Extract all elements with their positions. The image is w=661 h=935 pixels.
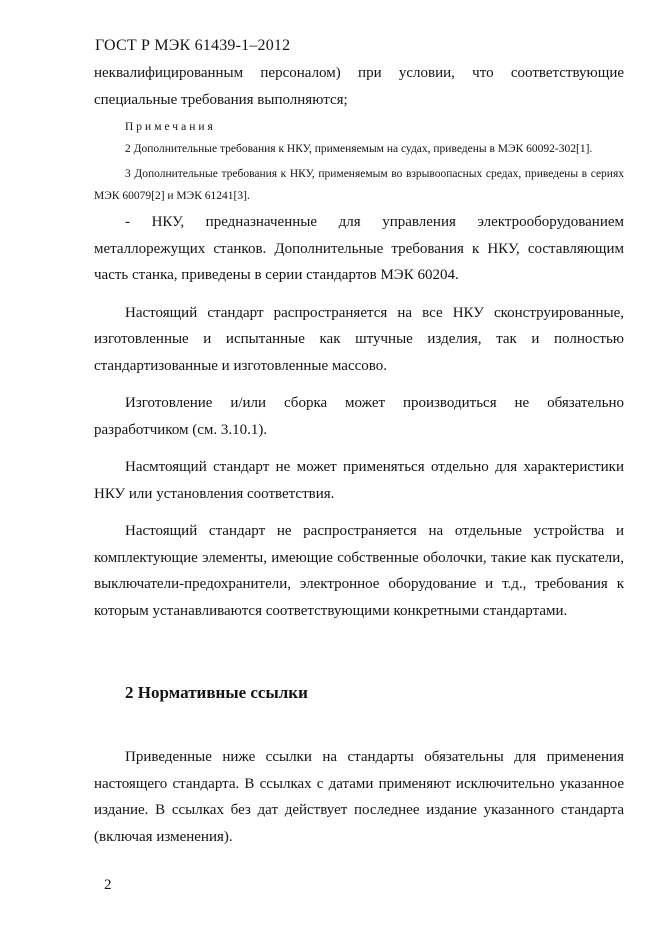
paragraph-references: Приведенные ниже ссылки на стандарты обязательны для применения настоящего стандарта. В ссылках с датами применяют исключительно указанное издание. В ссылках без дат действует последнее издание указанного стандарта (включая изменения). — [94, 749, 624, 845]
page-number: 2 — [104, 877, 112, 893]
section-title: 2 Нормативные ссылки — [125, 683, 308, 702]
paragraph-not-standalone: Насмтоящий стандарт не может применяться отдельно для характеристики НКУ или установления соответствия. — [94, 459, 624, 502]
paragraph-exclusions: Настоящий стандарт не распространяется на отдельные устройства и комплектующие элементы, имеющие собственные оболочки, такие как пускатели, выключатели-предохранители, электронное оборудование и т.д., требования к которым устанавливаются соответствующими конкретными стандартами. — [94, 523, 624, 619]
note-3: 3 Дополнительные требования к НКУ, применяемым во взрывоопасных средах, приведены в сериях МЭК 60079[2] и МЭК 61241[3]. — [94, 168, 624, 202]
page-body — [94, 60, 624, 850]
notes-heading: Примечания — [125, 121, 216, 133]
paragraph-continuation: неквалифицированным персоналом) при условии, что соответствующие специальные требования выполняются; — [94, 65, 624, 108]
note-2: 2 Дополнительные требования к НКУ, применяемым на судах, приведены в МЭК 60092-302[1]. — [125, 143, 593, 155]
paragraph-machine-tools: - НКУ, предназначенные для управления электрооборудованием металлорежущих станков. Дополнительные требования к НКУ, составляющим часть станка, приведены в серии стандартов МЭК 60204. — [94, 214, 624, 283]
document-header: ГОСТ Р МЭК 61439-1–2012 — [95, 37, 291, 54]
paragraph-scope: Настоящий стандарт распространяется на все НКУ сконструированные, изготовленные и испытанные как штучные изделия, так и полностью стандартизованные и изготовленные массово. — [94, 304, 624, 374]
paragraph-manufacturing: Изготовление и/или сборка может производиться не обязательно разработчиком (см. 3.10.1). — [94, 395, 624, 438]
